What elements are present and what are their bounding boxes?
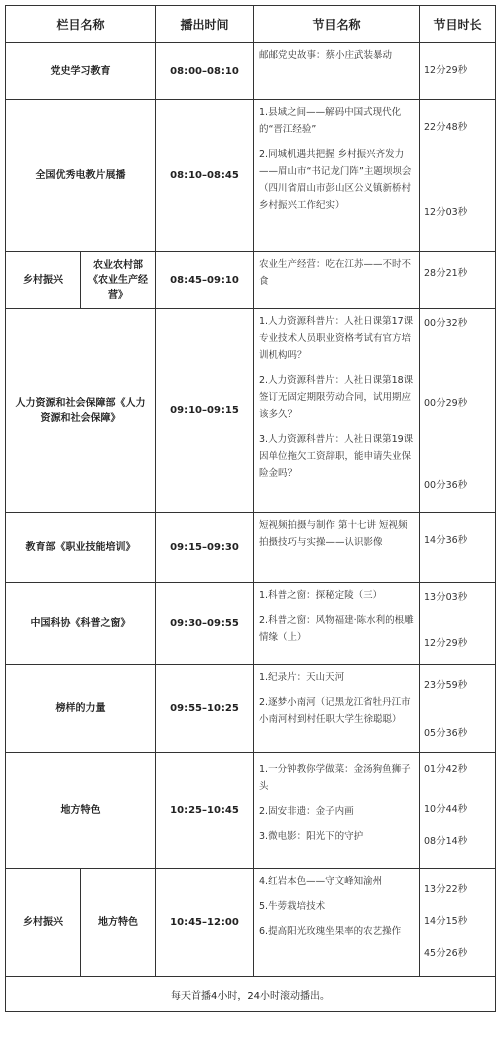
program-cell bbox=[254, 665, 420, 753]
air-time: 09:15–09:30 bbox=[156, 513, 254, 583]
program-item: 短视频拍摄与制作 第十七讲 短视频拍摄技巧与实操——认识影像 bbox=[259, 520, 408, 548]
program-cell bbox=[254, 869, 420, 977]
table-row bbox=[6, 753, 496, 869]
duration-item: 12分03秒 bbox=[424, 207, 468, 218]
duration-item: 28分21秒 bbox=[424, 268, 468, 279]
program-item: 3.人力资源科普片：人社日课第19课 因单位拖欠工资辞职，能申请失业保险金吗？ bbox=[259, 434, 414, 479]
duration-item: 12分29秒 bbox=[424, 638, 468, 649]
duration-item: 14分36秒 bbox=[424, 535, 468, 546]
header-column-name: 栏目名称 bbox=[6, 6, 156, 43]
duration-cell bbox=[420, 43, 496, 100]
air-time: 09:55–10:25 bbox=[156, 665, 254, 753]
column-name: 榜样的力量 bbox=[6, 665, 156, 753]
column-name: 党史学习教育 bbox=[6, 43, 156, 100]
duration-item: 12分29秒 bbox=[424, 65, 468, 76]
table-row bbox=[6, 513, 496, 583]
air-time: 09:10–09:15 bbox=[156, 309, 254, 513]
schedule-table bbox=[5, 5, 496, 1012]
program-item: 1.科普之窗：探秘定陵（三） bbox=[259, 590, 383, 601]
duration-cell bbox=[420, 665, 496, 753]
duration-item: 22分48秒 bbox=[424, 122, 468, 133]
duration-item: 08分14秒 bbox=[424, 836, 468, 847]
duration-cell bbox=[420, 513, 496, 583]
program-cell bbox=[254, 583, 420, 665]
duration-cell bbox=[420, 252, 496, 309]
column-name: 教育部《职业技能培训》 bbox=[6, 513, 156, 583]
header-row bbox=[6, 6, 496, 43]
program-item: 1.一分钟教你学做菜：金汤狗鱼狮子头 bbox=[259, 764, 411, 792]
duration-item: 00分29秒 bbox=[424, 398, 468, 409]
duration-cell bbox=[420, 100, 496, 252]
air-time: 10:25–10:45 bbox=[156, 753, 254, 869]
duration-cell bbox=[420, 869, 496, 977]
table-row bbox=[6, 869, 496, 977]
header-program-name: 节目名称 bbox=[254, 6, 420, 43]
program-item: 2.人力资源科普片：人社日课第18课 签订无固定期限劳动合同，试用期应该多久？ bbox=[259, 375, 414, 420]
duration-cell bbox=[420, 753, 496, 869]
program-item: 1.县域之间——解码中国式现代化的“晋江经验” bbox=[259, 107, 402, 135]
duration-item: 10分44秒 bbox=[424, 804, 468, 815]
program-item: 农业生产经营：吃在江苏——不时不食 bbox=[259, 259, 412, 287]
header-duration: 节目时长 bbox=[420, 6, 496, 43]
air-time: 09:30–09:55 bbox=[156, 583, 254, 665]
table-row bbox=[6, 665, 496, 753]
column-name: 地方特色 bbox=[6, 753, 156, 869]
duration-cell bbox=[420, 583, 496, 665]
duration-item: 13分22秒 bbox=[424, 884, 468, 895]
column-name: 中国科协《科普之窗》 bbox=[6, 583, 156, 665]
table-row bbox=[6, 252, 496, 309]
column-name: 人力资源和社会保障部《人力资源和社会保障》 bbox=[6, 309, 156, 513]
program-item: 2.固安非遗：金子内画 bbox=[259, 806, 354, 817]
program-cell bbox=[254, 309, 420, 513]
duration-item: 00分36秒 bbox=[424, 480, 468, 491]
program-item: 5.牛蒡栽培技术 bbox=[259, 901, 326, 912]
air-time: 08:00–08:10 bbox=[156, 43, 254, 100]
footer-row bbox=[6, 977, 496, 1012]
program-item: 1.人力资源科普片：人社日课第17课 专业技术人员职业资格考试有官方培训机构吗？ bbox=[259, 316, 414, 361]
column-subname: 地方特色 bbox=[81, 869, 156, 977]
header-air-time: 播出时间 bbox=[156, 6, 254, 43]
program-cell bbox=[254, 43, 420, 100]
footer-note: 每天首播4小时，24小时滚动播出。 bbox=[6, 977, 496, 1012]
duration-item: 45分26秒 bbox=[424, 948, 468, 959]
table-row bbox=[6, 100, 496, 252]
air-time: 08:45–09:10 bbox=[156, 252, 254, 309]
table-row bbox=[6, 583, 496, 665]
program-item: 6.提高阳光玫瑰坐果率的农艺操作 bbox=[259, 926, 402, 937]
duration-item: 13分03秒 bbox=[424, 592, 468, 603]
program-item: 1.纪录片：天山天河 bbox=[259, 672, 345, 683]
program-item: 2.科普之窗：风物福建·陈水利的根雕情缘（上） bbox=[259, 615, 414, 643]
duration-item: 23分59秒 bbox=[424, 680, 468, 691]
table-row bbox=[6, 309, 496, 513]
program-item: 2.逐梦小南河（记黑龙江省牡丹江市小南河村到村任职大学生徐聪聪） bbox=[259, 697, 411, 725]
duration-item: 00分32秒 bbox=[424, 318, 468, 329]
program-cell bbox=[254, 252, 420, 309]
program-item: 3.微电影：阳光下的守护 bbox=[259, 831, 364, 842]
duration-item: 14分15秒 bbox=[424, 916, 468, 927]
table-row bbox=[6, 43, 496, 100]
duration-cell bbox=[420, 309, 496, 513]
program-item: 2.同城机遇共把握 乡村振兴齐发力——眉山市“书记龙门阵”主题坝坝会（四川省眉山市彭山区公义镇新桥村乡村振兴工作纪实） bbox=[259, 149, 412, 211]
program-cell bbox=[254, 100, 420, 252]
duration-item: 05分36秒 bbox=[424, 728, 468, 739]
column-name: 乡村振兴 bbox=[6, 869, 81, 977]
program-cell bbox=[254, 513, 420, 583]
program-item: 4.红岩本色——守文峰知渝州 bbox=[259, 876, 383, 887]
duration-item: 01分42秒 bbox=[424, 764, 468, 775]
air-time: 10:45–12:00 bbox=[156, 869, 254, 977]
column-name: 全国优秀电教片展播 bbox=[6, 100, 156, 252]
column-subname: 农业农村部《农业生产经营》 bbox=[81, 252, 156, 309]
program-item: 邮邮党史故事：蔡小庄武装暴动 bbox=[259, 50, 393, 61]
column-name: 乡村振兴 bbox=[6, 252, 81, 309]
program-cell bbox=[254, 753, 420, 869]
air-time: 08:10–08:45 bbox=[156, 100, 254, 252]
